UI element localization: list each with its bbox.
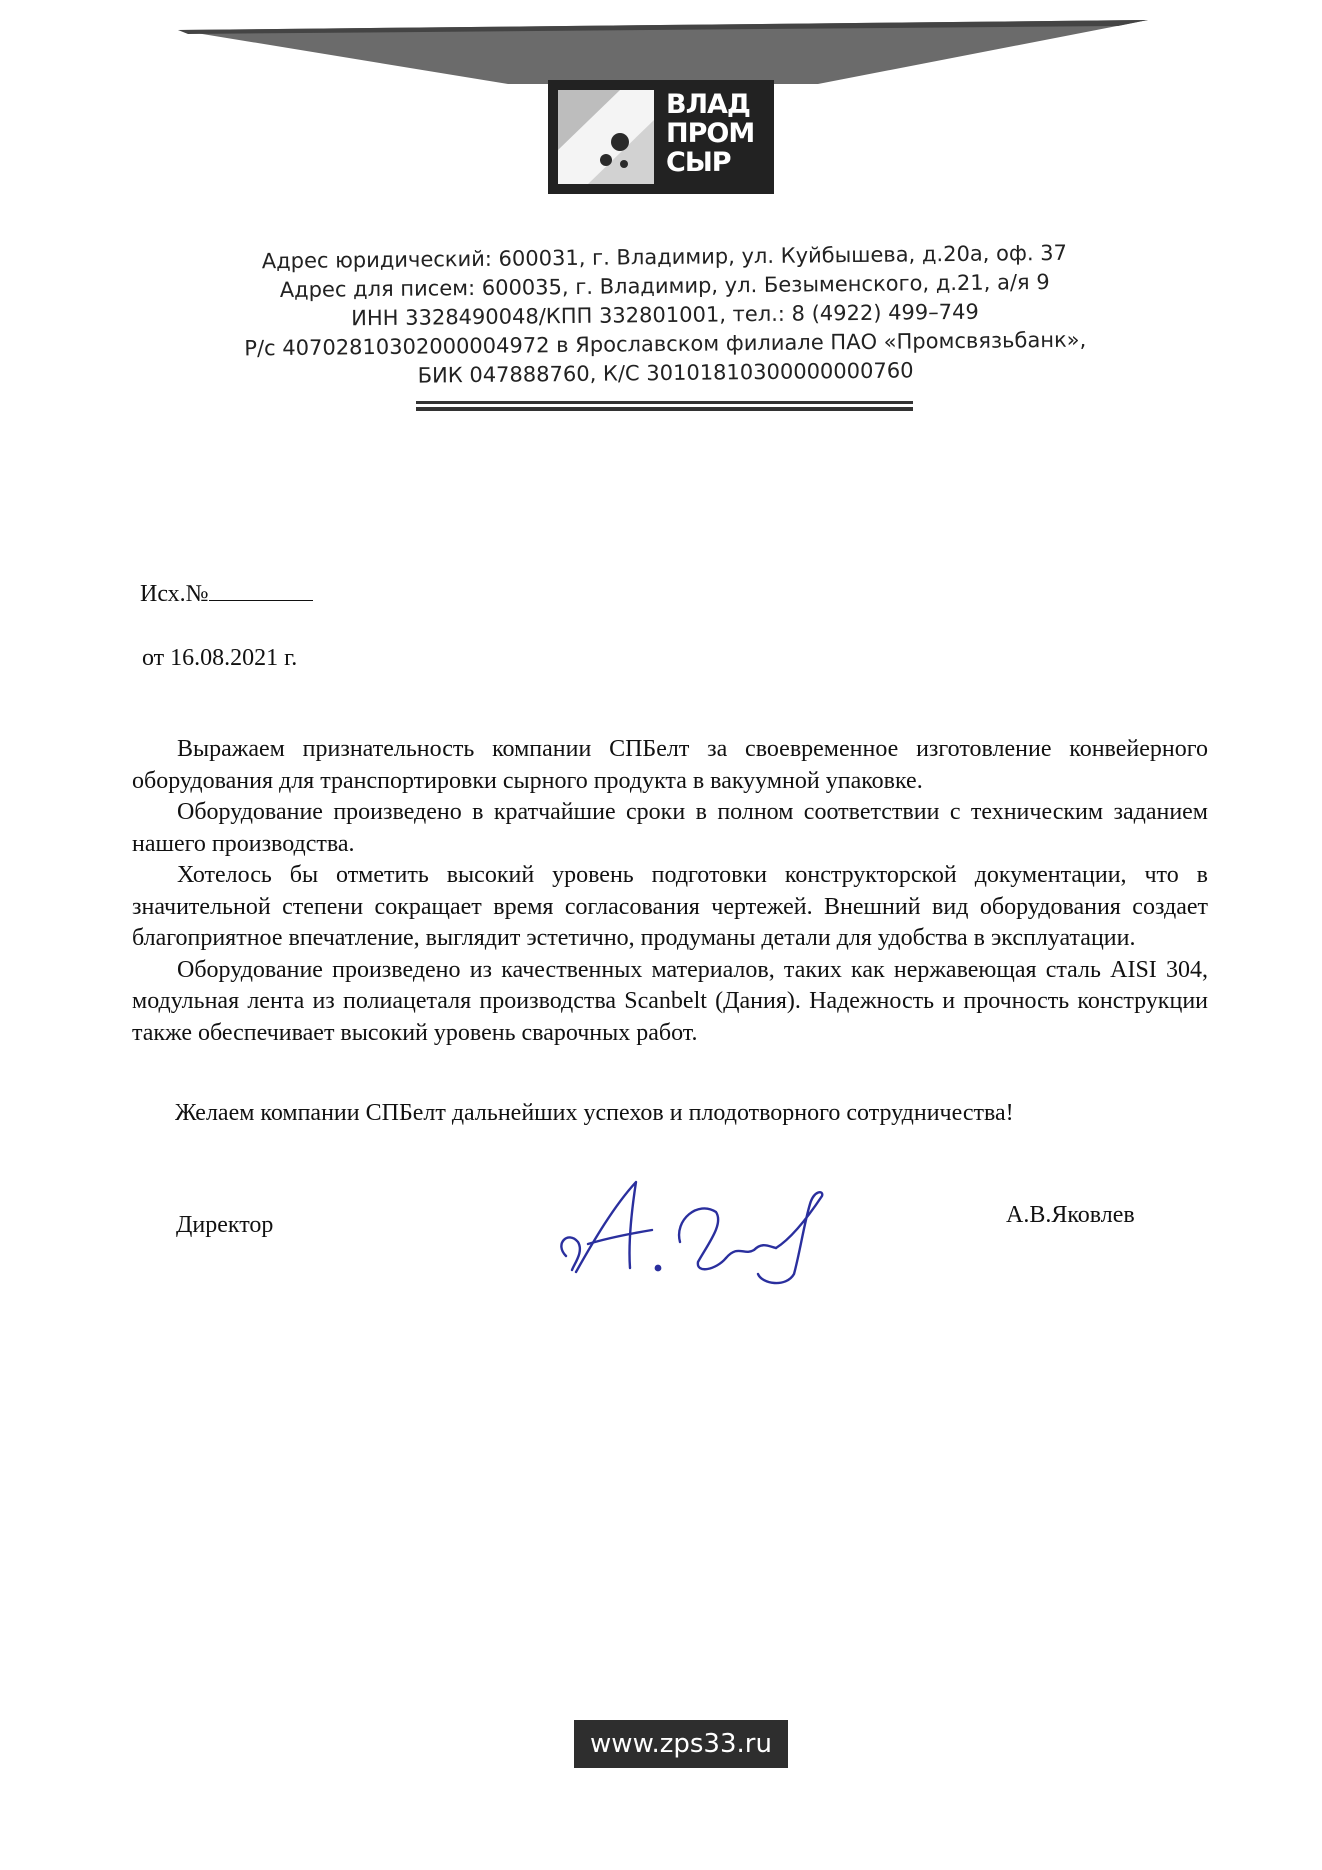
logo-line-2: ПРОМ: [666, 118, 755, 149]
body-paragraph-4: Оборудование произведено из качественных материалов, таких как нержавеющая сталь AISI 304, модульная лента из полиацеталя производства Scanbelt (Дания). Надежность и прочность конструкции также обеспечивает высокий уровень сварочных работ.: [132, 956, 1208, 1046]
mailing-address: Адрес для писем: 600035, г. Владимир, ул. Безыменского, д.21, а/я 9: [279, 269, 1050, 303]
logo-wordmark: [666, 90, 764, 177]
footer-website: www.zps33.ru: [574, 1720, 788, 1768]
logo-line-3: СЫР: [666, 147, 731, 178]
outgoing-number: [140, 578, 313, 608]
closing-wish: Желаем компании СПБелт дальнейших успехов и плодотворного сотрудничества!: [175, 1100, 1014, 1126]
bank-codes: БИК 047888760, К/С 30101810300000000760: [417, 358, 914, 388]
legal-address: Адрес юридический: 600031, г. Владимир, ул. Куйбышева, д.20а, оф. 37: [261, 240, 1068, 274]
logo-emblem-icon: [558, 90, 654, 184]
letterhead-divider: [416, 401, 913, 411]
body-paragraph-1: Выражаем признательность компании СПБелт за своевременное изготовление конвейерного оборудования для транспортировки сырного продукта в вакуумной упаковке.: [132, 736, 1208, 794]
company-logo: [548, 80, 774, 194]
signer-position: Директор: [176, 1212, 274, 1238]
bank-account: Р/с 40702810302000004972 в Ярославском филиале ПАО «Промсвязьбанк»,: [244, 327, 1087, 361]
handwritten-signature: [548, 1160, 848, 1290]
body-paragraph-2: Оборудование произведено в кратчайшие сроки в полном соответствии с техническим заданием нашего производства.: [132, 799, 1208, 857]
body-paragraph-3: Хотелось бы отметить высокий уровень подготовки конструкторской документации, что в значительной степени сокращает время согласования чертежей. Внешний вид оборудования создает благоприятное впечатление, выглядит эстетично, продуманы детали для удобства в эксплуатации.: [132, 862, 1208, 951]
outgoing-number-blank: [209, 578, 313, 601]
letter-body: [132, 734, 1208, 1049]
tax-ids-phone: ИНН 3328490048/КПП 332801001, тел.: 8 (4922) 499–749: [351, 299, 979, 331]
company-requisites: [239, 239, 1090, 393]
outgoing-number-label: Исх.№: [140, 581, 209, 607]
letter-date: от 16.08.2021 г.: [142, 645, 298, 671]
signer-name: А.В.Яковлев: [1006, 1202, 1135, 1228]
logo-line-1: ВЛАД: [666, 89, 750, 120]
